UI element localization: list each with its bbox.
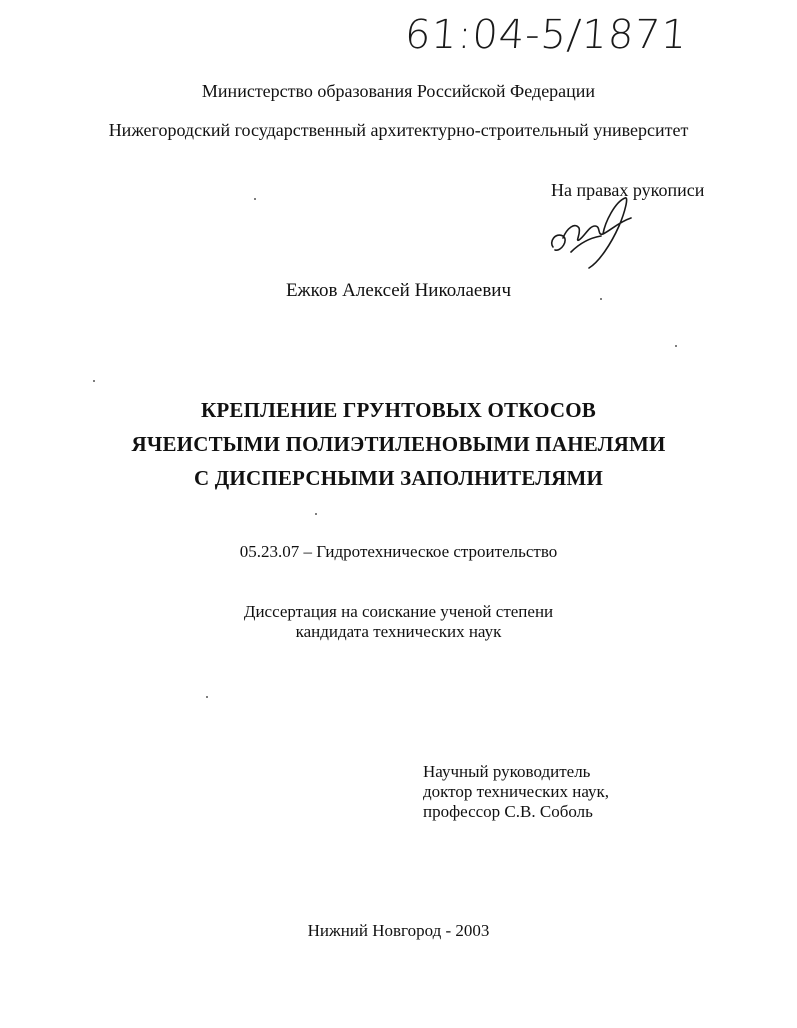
ministry-name: Министерство образования Российской Федерации <box>201 81 596 101</box>
university-name: Нижегородский государственный архитектурно-строительный университет <box>108 120 689 140</box>
city-and-year: Нижний Новгород - 2003 <box>307 921 490 940</box>
manuscript-rights-note: На правах рукописи <box>551 180 705 200</box>
scan-speck <box>675 345 677 347</box>
supervisor-degree: доктор технических наук, <box>423 782 610 801</box>
supervisor-name: профессор С.В. Соболь <box>423 802 593 821</box>
author-name: Ежков Алексей Николаевич <box>285 280 512 301</box>
supervisor-role: Научный руководитель <box>423 762 591 781</box>
specialty-code: 05.23.07 – Гидротехническое строительство <box>239 542 558 561</box>
archive-code-handwritten: 61:04-5/1871 <box>403 12 690 58</box>
title-line-3: С ДИСПЕРСНЫМИ ЗАПОЛНИТЕЛЯМИ <box>193 466 604 490</box>
author-signature <box>545 192 640 272</box>
dissertation-degree-line-1: Диссертация на соискание ученой степени <box>243 602 554 621</box>
scan-speck <box>93 380 95 382</box>
scan-speck <box>315 513 317 515</box>
title-line-2: ЯЧЕИСТЫМИ ПОЛИЭТИЛЕНОВЫМИ ПАНЕЛЯМИ <box>131 432 666 456</box>
dissertation-degree-line-2: кандидата технических наук <box>295 622 502 641</box>
scan-speck <box>600 298 602 300</box>
scan-speck <box>206 696 208 698</box>
scan-speck <box>254 198 256 200</box>
title-line-1: КРЕПЛЕНИЕ ГРУНТОВЫХ ОТКОСОВ <box>200 398 597 422</box>
